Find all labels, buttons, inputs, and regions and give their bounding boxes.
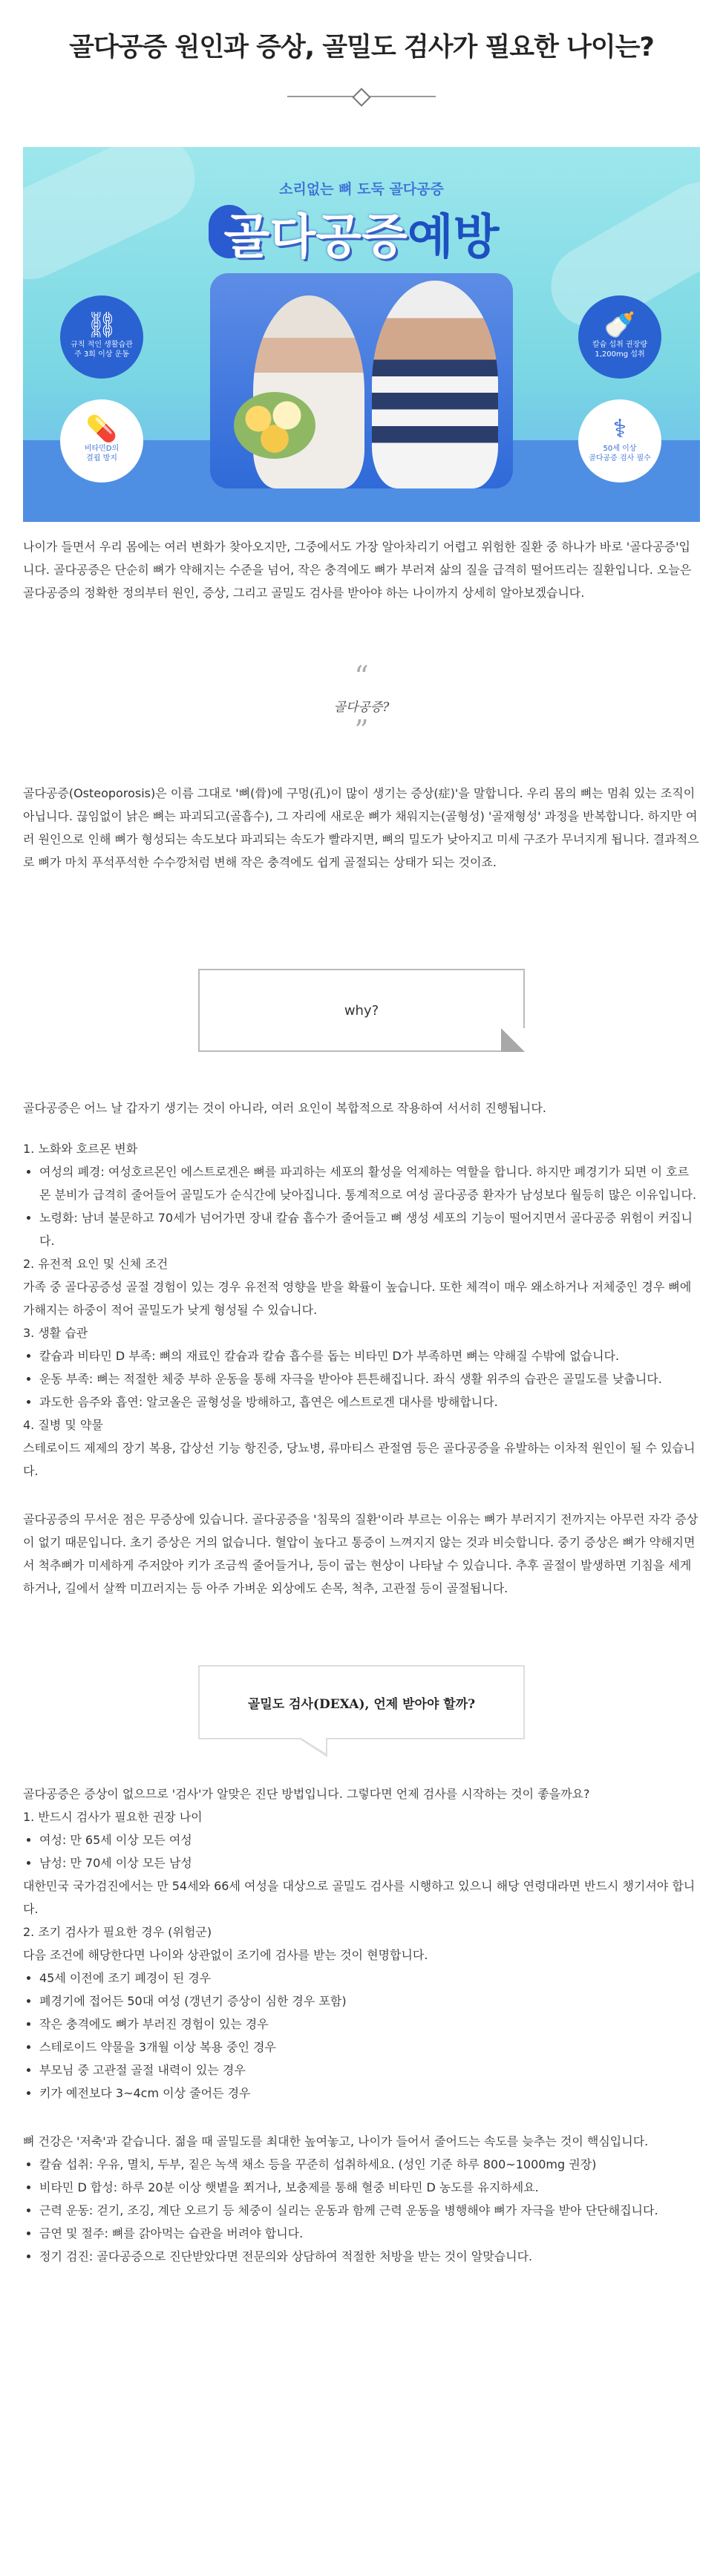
article-body [23, 535, 700, 2312]
definition-paragraph: 골다공증(Osteoporosis)은 이름 그대로 '뼈(骨)에 구멍(孔)이 많이 생기는 증상(症)'을 말합니다. 우리 몸의 뼈는 멈춰 있는 조직이 아닙니다. 끊임없이 낡은 뼈는 파괴되고(골흡수), 그 자리에 새로운 뼈가 채워지는(골형성) '골재형성' 과정을 반복합니다. 하지만 여러 원인으로 인해 뼈가 형성되는 속도보다 파괴되는 속도가 빨라지면, 뼈의 밀도가 낮아지고 미세 구조가 무너지게 됩니다. 결과적으로 뼈가 마치 푸석푸석한 수수깡처럼 변해 작은 충격에도 쉽게 골절되는 상태가 되는 것이죠. [23, 786, 699, 869]
cause-4-title: 4. 질병 및 약물 [23, 1418, 103, 1432]
prevention-section [23, 2130, 700, 2312]
bubble-tail-inner [300, 1737, 326, 1753]
cause-section-1 [23, 1137, 700, 1482]
cause-2-title: 2. 유전적 요인 및 신체 조건 [23, 1257, 169, 1271]
tip-screening-text: 50세 이상 골다공증 검사 필수 [589, 445, 651, 462]
banner-headline [23, 199, 700, 267]
cause-1-list [23, 1160, 700, 1252]
list-item: • 부모님 중 고관절 골절 내력이 있는 경우 [39, 2059, 700, 2082]
hero-banner [23, 147, 700, 522]
why-lead: 골다공증은 어느 날 갑자기 생기는 것이 아니라, 여러 요인이 복합적으로 작용하여 서서히 진행됩니다. [23, 1101, 546, 1115]
why-box [198, 969, 525, 1052]
headline-accent: 예방 [407, 210, 500, 265]
dexa-lead: 골다공증은 증상이 없으므로 '검사'가 알맞은 진단 방법입니다. 그렇다면 언제 검사를 시작하는 것이 좋을까요? [23, 1787, 590, 1801]
list-item: • 근력 운동: 걷기, 조깅, 계단 오르기 등 체중이 실리는 운동과 함께 근력 운동을 병행해야 뼈가 자극을 받아 단단해집니다. [39, 2199, 700, 2222]
tip-calcium-text: 칼슘 섭취 권장량 1,200mg 섭취 [592, 341, 647, 359]
list-item: • 45세 이전에 조기 폐경이 된 경우 [39, 1967, 700, 1990]
prevention-list [23, 2153, 700, 2268]
list-item: • 비타민 D 합성: 하루 20분 이상 햇볕을 쬐거나, 보충제를 통해 혈중 비타민 D 농도를 유지하세요. [39, 2176, 700, 2199]
list-item: • 과도한 음주와 흡연: 알코올은 골형성을 방해하고, 흡연은 에스트로겐 대사를 방해합니다. [39, 1390, 700, 1413]
close-quote-icon: ” [354, 714, 369, 747]
tip-exercise [60, 295, 143, 379]
list-item: • 남성: 만 70세 이상 모든 남성 [39, 1851, 700, 1874]
dexa-1-list [23, 1828, 700, 1874]
dexa-section [23, 1782, 700, 2105]
list-item: • 금연 및 절주: 뼈를 갉아먹는 습관을 버려야 합니다. [39, 2222, 700, 2245]
tip-screening [578, 399, 661, 483]
quote-text: 골다공증? [333, 700, 390, 715]
cause-1-title: 1. 노화와 호르몬 변화 [23, 1142, 138, 1156]
dexa-1-title: 1. 반드시 검사가 필요한 권장 나이 [23, 1810, 203, 1824]
list-item: • 폐경기에 접어든 50대 여성 (갱년기 증상이 심한 경우 포함) [39, 1990, 700, 2013]
why-box-label: why? [344, 1002, 379, 1019]
list-item: • 정기 검진: 골다공증으로 진단받았다면 전문의와 상담하여 적절한 처방을 받는 것이 알맞습니다. [39, 2245, 700, 2268]
page-fold-icon [501, 1028, 525, 1052]
tip-vitamin-d [60, 399, 143, 483]
flower-bouquet [234, 392, 315, 459]
dexa-bubble-text: 골밀도 검사(DEXA), 언제 받아야 할까? [247, 1696, 476, 1712]
list-item: • 키가 예전보다 3~4cm 이상 줄어든 경우 [39, 2082, 700, 2105]
title-divider [287, 89, 436, 104]
cause-3-list [23, 1344, 700, 1413]
dexa-2-title: 2. 조기 검사가 필요한 경우 (위험군) [23, 1925, 212, 1939]
list-item: • 운동 부족: 뼈는 적절한 체중 부하 운동을 통해 자극을 받아야 튼튼해집니다. 좌식 생활 위주의 습관은 골밀도를 낮춥니다. [39, 1367, 700, 1390]
grandfather-photo [372, 281, 498, 488]
section-quote [23, 660, 700, 747]
open-quote-icon: “ [354, 660, 369, 693]
cause-2-text: 가족 중 골다공증성 골절 경험이 있는 경우 유전적 영향을 받을 확률이 높습니다. 또한 체격이 매우 왜소하거나 저체중인 경우 뼈에 가해지는 하중이 적어 골밀도가 낮게 형성될 수 있습니다. [23, 1280, 692, 1317]
list-item: • 여성의 폐경: 여성호르몬인 에스트로겐은 뼈를 파괴하는 세포의 활성을 억제하는 역할을 합니다. 하지만 폐경기가 되면 이 호르몬 분비가 급격히 줄어들어 골밀도가 순식간에 낮아집니다. 통계적으로 여성 골다공증 환자가 남성보다 월등히 많은 이유입니다. [39, 1160, 700, 1206]
milk-bottle-icon: 🍼 [603, 310, 636, 340]
list-item: • 작은 충격에도 뼈가 부러진 경험이 있는 경우 [39, 2013, 700, 2036]
intro-paragraph: 나이가 들면서 우리 몸에는 여러 변화가 찾아오지만, 그중에서도 가장 알아차리기 어렵고 위험한 질환 중 하나가 바로 '골다공증'입니다. 골다공증은 단순히 뼈가 약해지는 수준을 넘어, 작은 충격에도 뼈가 부러져 삶의 질을 급격히 떨어뜨리는 질환입니다. 오늘은 골다공증의 정확한 정의부터 원인, 증상, 그리고 골밀도 검사를 받아야 하는 나이까지 상세히 알아보겠습니다. [23, 540, 692, 600]
tip-vitamin-d-text: 비타민D의 결핍 방지 [84, 445, 120, 462]
list-item: • 칼슘과 비타민 D 부족: 뼈의 재료인 칼슘과 칼슘 흡수를 돕는 비타민 D가 부족하면 뼈는 약해질 수밖에 없습니다. [39, 1344, 700, 1367]
list-item: • 노령화: 남녀 불문하고 70세가 넘어가면 장내 칼슘 흡수가 줄어들고 뼈 생성 세포의 기능이 떨어지면서 골다공증 위험이 커집니다. [39, 1206, 700, 1252]
dexa-2-list [23, 1967, 700, 2105]
page-title: 골다공증 원인과 증상, 골밀도 검사가 필요한 나이는? [69, 33, 654, 62]
dexa-1-text: 대한민국 국가검진에서는 만 54세와 66세 여성을 대상으로 골밀도 검사를 시행하고 있으니 해당 연령대라면 반드시 챙기셔야 합니다. [23, 1879, 696, 1916]
headline-main: 골다공증 [223, 210, 408, 265]
symptom-paragraph: 골다공증의 무서운 점은 무증상에 있습니다. 골다공증을 '침묵의 질환'이라 부르는 이유는 뼈가 부러지기 전까지는 아무런 자각 증상이 없기 때문입니다. 초기 증상은 거의 없습니다. 혈압이 높다고 통증이 느껴지지 않는 것과 비슷합니다. 중기 증상은 뼈가 약해지면서 척추뼈가 미세하게 주저앉아 키가 조금씩 줄어들거나, 등이 굽는 현상이 나타날 수 있습니다. 추후 골절이 발생하면 기침을 세게 하거나, 길에서 살짝 미끄러지는 등 아주 가벼운 외상에도 손목, 척추, 고관절 등이 골절됩니다. [23, 1512, 699, 1595]
prevention-lead: 뼈 건강은 '저축'과 같습니다. 젊을 때 골밀도를 최대한 높여놓고, 나이가 들어서 줄어드는 속도를 늦추는 것이 핵심입니다. [23, 2134, 649, 2148]
stethoscope-icon: ⚕ [612, 414, 627, 444]
pill-icon: 💊 [85, 414, 118, 444]
list-item: • 칼슘 섭취: 우유, 멸치, 두부, 짙은 녹색 채소 등을 꾸준히 섭취하세요. (성인 기준 하루 800~1000mg 권장) [39, 2153, 700, 2176]
banner-kicker: 소리없는 뼈 도둑 골다공증 [279, 181, 444, 197]
tip-calcium [578, 295, 661, 379]
cause-3-title: 3. 생활 습관 [23, 1326, 88, 1340]
tip-exercise-text: 규칙 적인 생활습관 주 3회 이상 운동 [71, 341, 133, 359]
list-item: • 여성: 만 65세 이상 모든 여성 [39, 1828, 700, 1851]
dexa-2-text: 다음 조건에 해당한다면 나이와 상관없이 조기에 검사를 받는 것이 현명합니다. [23, 1948, 428, 1962]
dumbbell-icon: ⛓ [85, 310, 118, 340]
dexa-speech-bubble [198, 1665, 525, 1739]
cause-4-text: 스테로이드 제제의 장기 복용, 갑상선 기능 항진증, 당뇨병, 류마티스 관절염 등은 골다공증을 유발하는 이차적 원인이 될 수 있습니다. [23, 1441, 696, 1478]
diamond-icon [352, 88, 370, 106]
list-item: • 스테로이드 약물을 3개월 이상 복용 중인 경우 [39, 2036, 700, 2059]
